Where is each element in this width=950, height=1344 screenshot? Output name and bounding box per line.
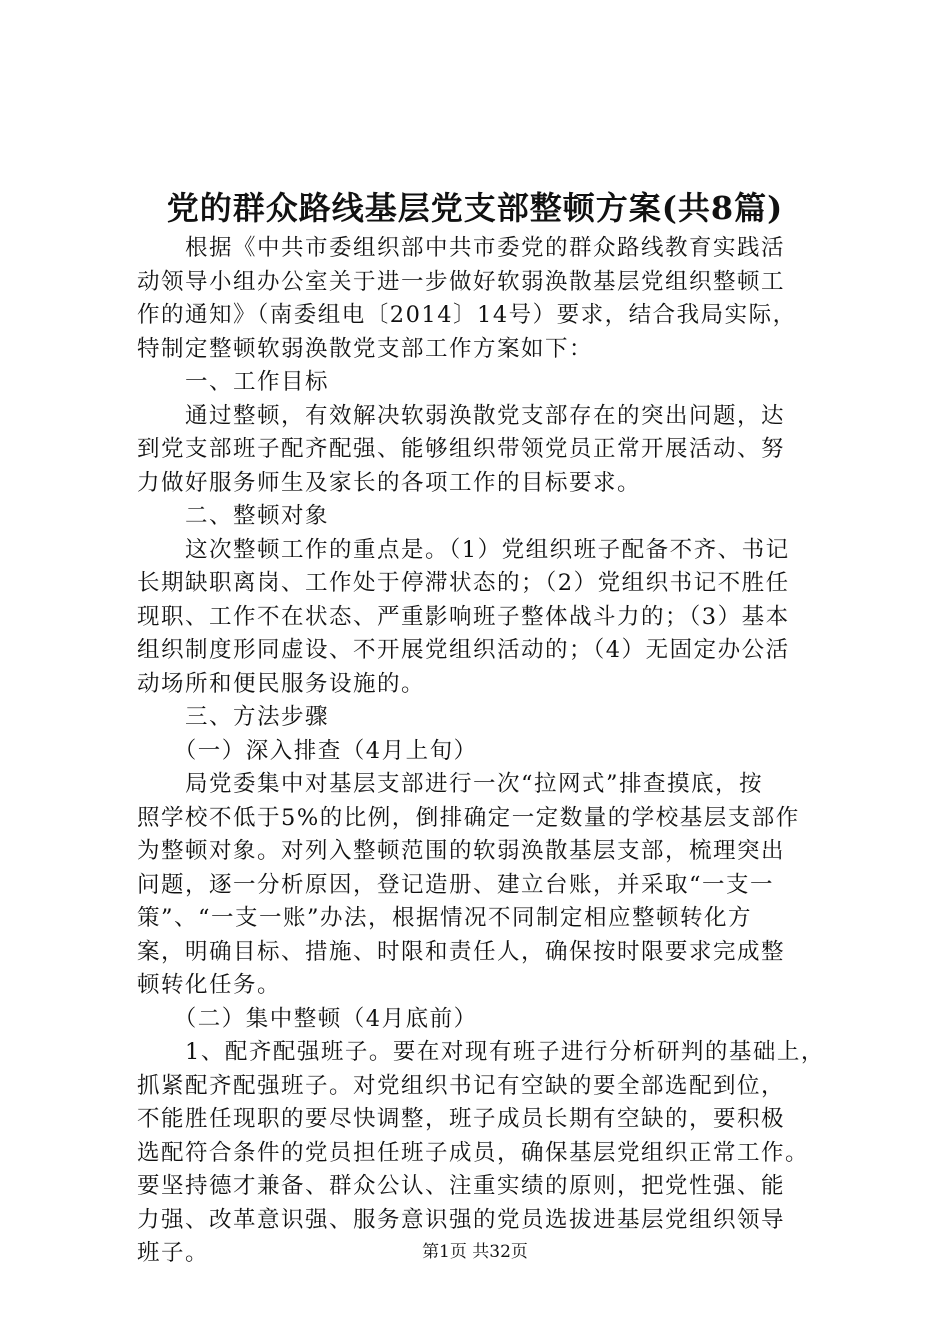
- text-line: 作的通知》（南委组电〔2014〕14号）要求，结合我局实际，: [137, 302, 797, 328]
- text-line: 不能胜任现职的要尽快调整，班子成员长期有空缺的，要积极: [137, 1106, 786, 1132]
- text-line: 力做好服务师生及家长的各项工作的目标要求。: [137, 469, 642, 496]
- text-line: 要坚持德才兼备、群众公认、注重实绩的原则，把党性强、能: [137, 1173, 786, 1199]
- text-line: 班子。: [137, 1240, 210, 1266]
- text-line: 到党支部班子配齐配强、能够组织带领党员正常开展活动、努: [137, 436, 786, 462]
- document-title: 党的群众路线基层党支部整顿方案(共8篇): [166, 189, 784, 227]
- text-line: 策”、“一支一账”办法，根据情况不同制定相应整顿转化方: [137, 905, 753, 931]
- text-line: 顿转化任务。: [137, 972, 282, 998]
- document-body: [137, 232, 837, 1271]
- text-line: 局党委集中对基层支部进行一次“拉网式”排查摸底，按: [137, 771, 764, 797]
- section-heading: 三、方法步骤: [137, 704, 330, 730]
- text-line: 动场所和便民服务设施的。: [137, 670, 426, 697]
- text-line: 特制定整顿软弱涣散党支部工作方案如下：: [137, 335, 594, 362]
- text-line: 这次整顿工作的重点是。（1）党组织班子配备不齐、书记: [137, 536, 790, 563]
- text-line: 现职、工作不在状态、严重影响班子整体战斗力的；（3）基本: [137, 603, 790, 630]
- text-line: 力强、改革意识强、服务意识强的党员选拔进基层党组织领导: [137, 1206, 786, 1233]
- subsection-heading: （一）深入排查（4月上旬）: [137, 737, 478, 764]
- text-line: 选配符合条件的党员担任班子成员，确保基层党组织正常工作。: [137, 1139, 810, 1166]
- page-footer: 第1页 共32页: [422, 1242, 528, 1262]
- text-line: 抓紧配齐配强班子。对党组织书记有空缺的要全部选配到位，: [137, 1072, 786, 1099]
- text-line: 照学校不低于5%的比例，倒排确定一定数量的学校基层支部作: [137, 804, 800, 831]
- text-line: 动领导小组办公室关于进一步做好软弱涣散基层党组织整顿工: [137, 268, 786, 295]
- text-line: 为整顿对象。对列入整顿范围的软弱涣散基层支部，梳理突出: [137, 838, 786, 864]
- text-line: 问题，逐一分析原因，登记造册、建立台账，并采取“一支一: [137, 871, 775, 898]
- text-line: 长期缺职离岗、工作处于停滞状态的；（2）党组织书记不胜任: [137, 570, 790, 596]
- section-heading: 二、整顿对象: [137, 503, 330, 529]
- text-line: 根据《中共市委组织部中共市委党的群众路线教育实践活: [137, 235, 786, 261]
- text-line: 案，明确目标、措施、时限和责任人，确保按时限要求完成整: [137, 938, 786, 965]
- text-line: 组织制度形同虚设、不开展党组织活动的；（4）无固定办公活: [137, 637, 790, 663]
- subsection-heading: （二）集中整顿（4月底前）: [137, 1005, 478, 1032]
- text-line: 通过整顿，有效解决软弱涣散党支部存在的突出问题，达: [137, 402, 786, 429]
- text-line: 1、配齐配强班子。要在对现有班子进行分析研判的基础上，: [137, 1039, 825, 1065]
- section-heading: 一、工作目标: [137, 369, 330, 395]
